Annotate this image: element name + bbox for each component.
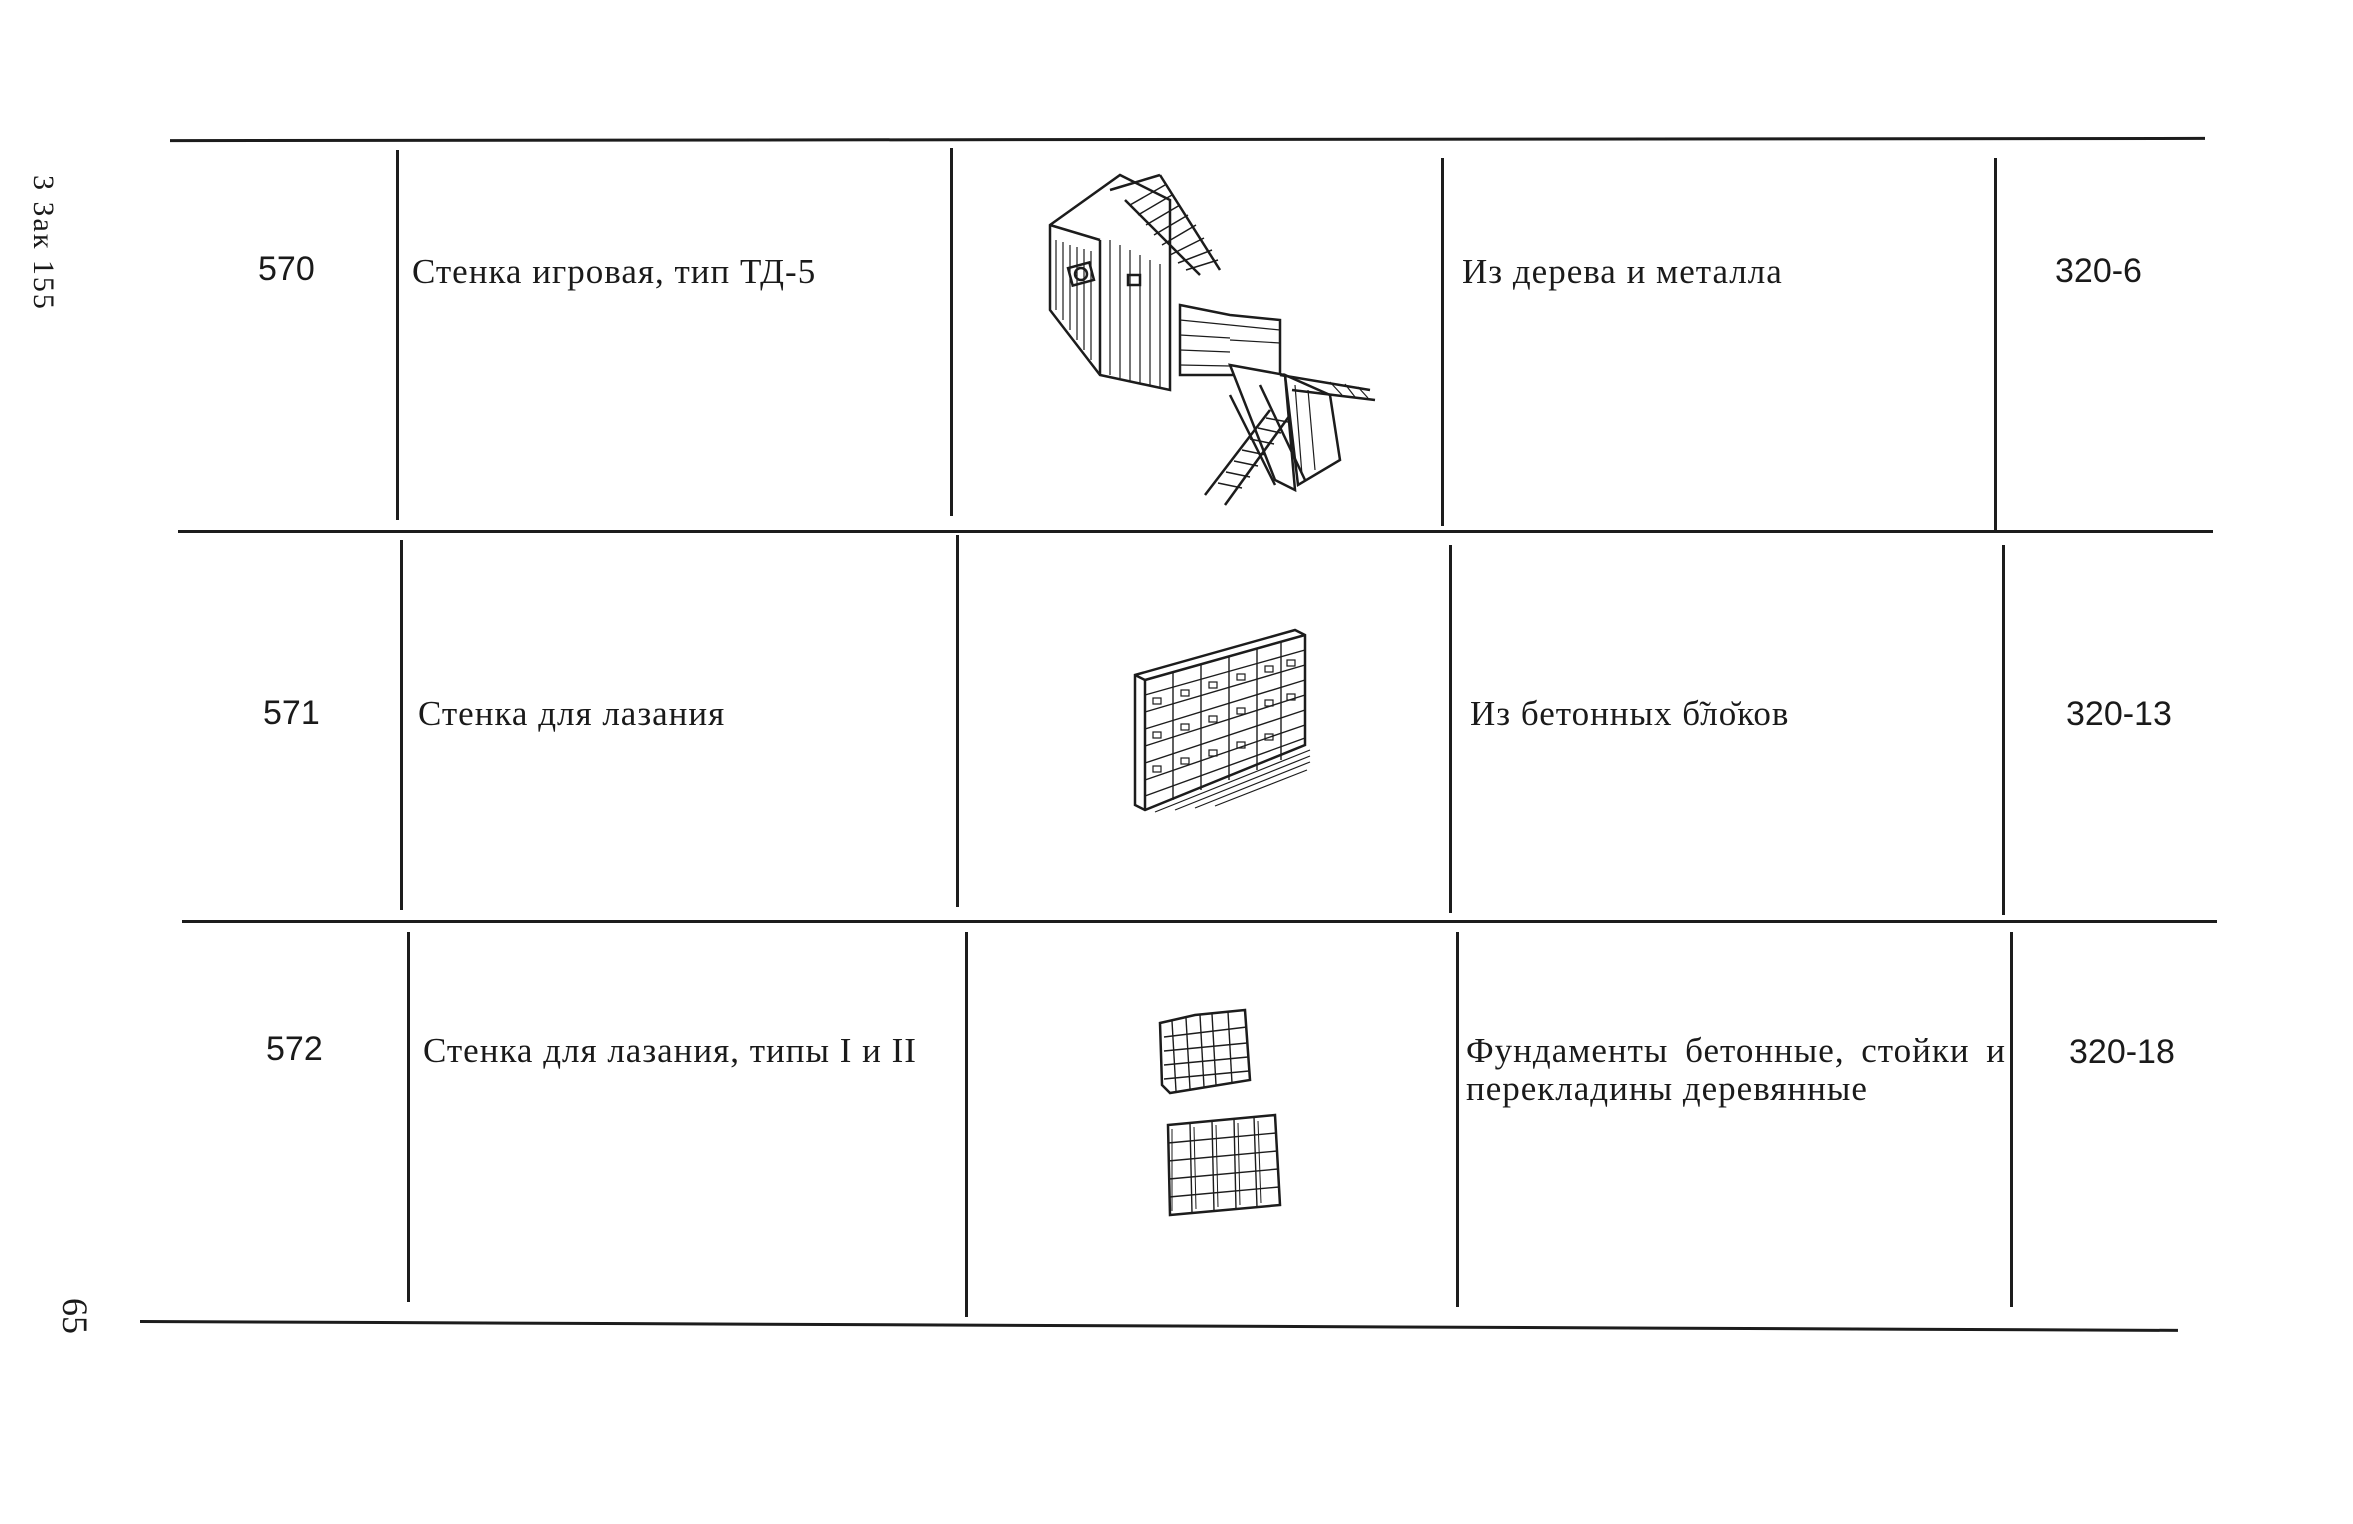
col-divider (407, 932, 410, 1302)
col-divider (2010, 932, 2013, 1307)
item-material: Фундаменты бетонные, стойки и перекладины деревянные (1466, 1031, 2006, 1108)
item-name: Стенка для лазания, типы I и II (423, 1031, 917, 1070)
row-divider-1 (178, 530, 2213, 533)
item-material: Из бетонных б̃ло̆ков (1470, 694, 1790, 733)
row-number: 572 (266, 1030, 323, 1068)
col-divider (1441, 158, 1444, 526)
col-divider (965, 932, 968, 1317)
item-code: 320-18 (2069, 1033, 2175, 1071)
side-order-label: 3 Зак 155 (27, 175, 60, 311)
item-material: Из дерева и металла (1462, 252, 1783, 291)
col-divider (400, 540, 403, 910)
col-divider (956, 535, 959, 907)
page-number: 65 (55, 1298, 95, 1334)
col-divider (396, 150, 399, 520)
table-bottom-rule (140, 1320, 2178, 1332)
item-code: 320-13 (2066, 695, 2172, 733)
climbing-wall-block-sketch-icon (1115, 620, 1315, 820)
row-number: 571 (263, 694, 320, 732)
play-wall-with-ladders-sketch-icon (1030, 160, 1390, 510)
col-divider (1994, 158, 1997, 530)
col-divider (1456, 932, 1459, 1307)
col-divider (950, 148, 953, 516)
item-name: Стенка для лазания (418, 694, 726, 733)
col-divider (2002, 545, 2005, 915)
table-top-rule (170, 137, 2205, 142)
row-number: 570 (258, 250, 315, 288)
climbing-wall-frames-sketch-icon (1150, 1005, 1290, 1225)
item-name: Стенка игровая, тип ТД-5 (412, 252, 817, 291)
row-divider-2 (182, 920, 2217, 923)
item-code: 320-6 (2055, 252, 2142, 290)
col-divider (1449, 545, 1452, 913)
